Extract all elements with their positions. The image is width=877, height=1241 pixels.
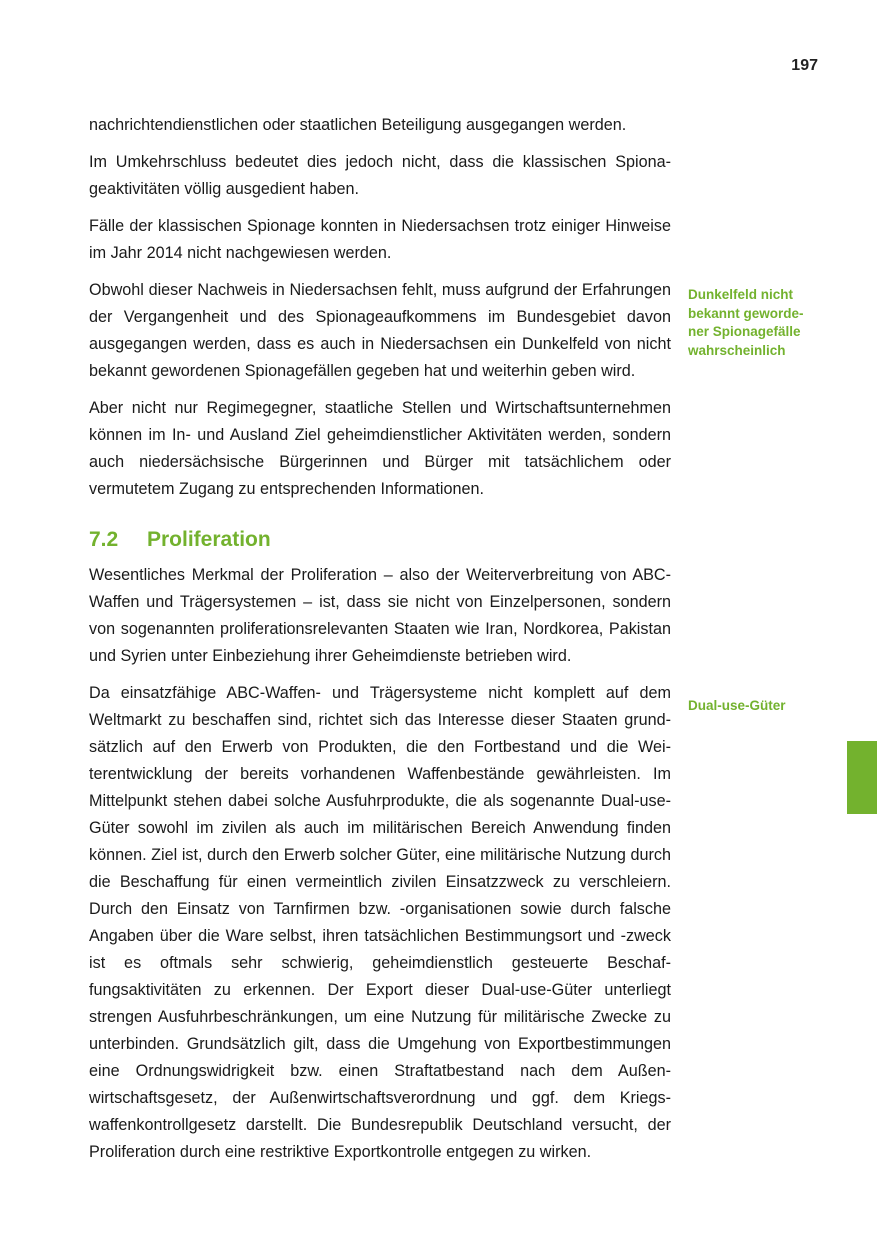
section-heading bbox=[89, 526, 671, 554]
paragraph: Wesentliches Merkmal der Proliferation – also der Weiterverbreitung von ABC-Waffen und Trägersystemen – ist, dass sie nicht von Einzelpersonen, sondern von sogenannten proliferationsrelevanten Staaten wie Iran, Nordkorea, Pakistan und Syrien unter Einbeziehung ihrer Geheimdienste betrieben wird. bbox=[89, 566, 671, 665]
paragraph: Im Umkehrschluss bedeutet dies jedoch nicht, dass die klassischen Spionageaktivitäten völlig ausgedient haben. bbox=[89, 153, 671, 198]
paragraph: Da einsatzfähige ABC-Waffen- und Trägersysteme nicht komplett auf dem Weltmarkt zu beschaffen sind, richtet sich das Interesse dieser Staaten grundsätzlich auf den Erwerb von Produkten, die den Fortbestand und die Weiterentwicklung der bereits vorhandenen Waffenbestände gewährleisten. Im Mittelpunkt stehen dabei solche Ausfuhrprodukte, die als sogenannte Dual-use-Güter sowohl im zivilen als auch im militärischen Bereich Anwendung finden können. Ziel ist, durch den Erwerb solcher Güter, eine militärische Nutzung durch die Beschaffung für einen vermeintlich zivilen Einsatzzweck zu verschleiern. Durch den Einsatz von Tarnfirmen bzw. -organisationen sowie durch falsche Angaben über die Ware selbst, ihren tatsächlichen Bestimmungsort und -zweck ist es oftmals sehr schwierig, geheimdienstlich gesteuerte Beschaffungsaktivitäten zu erkennen. Der Export dieser Dual-use-Güter unterliegt strengen Ausfuhrbeschränkungen, um eine Nutzung für militärische Zwecke zu unterbinden. Grundsätzlich gilt, dass die Umgehung von Exportbestimmungen eine Ordnungswidrigkeit bzw. einen Straftatbestand nach dem Außenwirtschaftsgesetz, der Außenwirtschaftsverordnung und ggf. dem Kriegswaffenkontrollgesetz darstellt. Die Bundesrepublik Deutschland versucht, der Proliferation durch eine restriktive Exportkontrolle entgegen zu wirken. bbox=[89, 684, 671, 1161]
paragraph: Aber nicht nur Regimegegner, staatliche Stellen und Wirtschaftsunternehmen können im In- und Ausland Ziel geheimdienstlicher Aktivitäten werden, sondern auch niedersächsische Bürgerinnen und Bürger mit tatsächlichem oder vermutetem Zugang zu entsprechenden Informationen. bbox=[89, 399, 671, 498]
section-number: 7.2 bbox=[89, 528, 119, 551]
chapter-tab-marker bbox=[847, 741, 877, 814]
section-title: Proliferation bbox=[147, 528, 271, 551]
page-number: 197 bbox=[791, 57, 818, 74]
paragraph: Fälle der klassischen Spionage konnten in Niedersachsen trotz einiger Hinweise im Jahr 2014 nicht nachgewiesen werden. bbox=[89, 217, 671, 262]
paragraph: nachrichtendienstlichen oder staatlichen Beteiligung ausgegangen werden. bbox=[89, 116, 627, 134]
margin-note-dunkelfeld: Dunkelfeld nicht bekannt gewordener Spionagefälle wahrscheinlich bbox=[688, 287, 804, 358]
paragraph: Obwohl dieser Nachweis in Niedersachsen fehlt, muss aufgrund der Erfahrungen der Vergangenheit und des Spionageaufkommens im Bundesgebiet davon ausgegangen werden, dass es auch in Niedersachsen ein Dunkelfeld von nicht bekannt gewordenen Spionagefällen gegeben hat und weiterhin geben wird. bbox=[89, 281, 671, 380]
main-text-column bbox=[89, 112, 671, 1176]
margin-note-dual-use: Dual-use-Güter bbox=[688, 698, 786, 713]
